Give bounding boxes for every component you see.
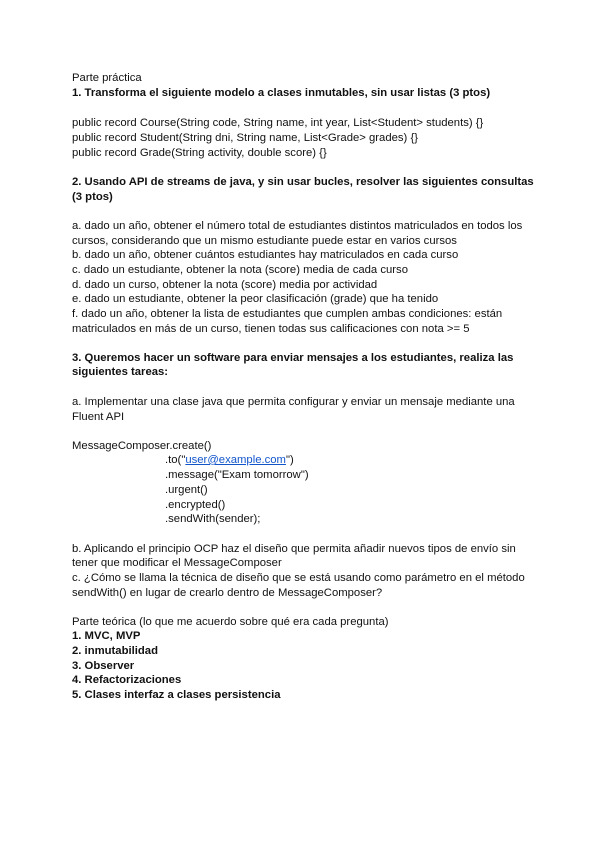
q1-title: 1. Transforma el siguiente modelo a clases inmutables, sin usar listas (3 ptos) — [72, 87, 491, 99]
q2-item: f. dado un año, obtener la lista de estudiantes que cumplen ambas condiciones: están — [72, 308, 503, 320]
code-message: .message("Exam tomorrow") — [165, 469, 309, 481]
theory-item: 4. Refactorizaciones — [72, 674, 182, 686]
q3-task-a: a. Implementar una clase java que permita configurar y enviar un mensaje mediante una — [72, 396, 515, 408]
theory-item: 3. Observer — [72, 660, 135, 672]
q3-task-b: b. Aplicando el principio OCP haz el diseño que permita añadir nuevos tipos de envío sin — [72, 543, 516, 555]
q3-task-c: sendWith() en lugar de crearlo dentro de MessageComposer? — [72, 587, 383, 599]
code-create: MessageComposer.create() — [72, 440, 212, 452]
q3-title: 3. Queremos hacer un software para enviar mensajes a los estudiantes, realiza las — [72, 352, 514, 364]
q2-item: matriculados en más de un curso, tienen todas sus calificaciones con nota >= 5 — [72, 323, 470, 335]
code-encrypted: .encrypted() — [165, 499, 226, 511]
q1-code-line: public record Grade(String activity, double score) {} — [72, 147, 327, 159]
theory-item: 5. Clases interfaz a clases persistencia — [72, 689, 281, 701]
code-to — [165, 453, 294, 467]
q1-code-line: public record Student(String dni, String name, List<Grade> grades) {} — [72, 132, 419, 144]
q2-item: c. dado un estudiante, obtener la nota (score) media de cada curso — [72, 264, 408, 276]
q2-item: cursos, considerando que un mismo estudiante puede estar en varios cursos — [72, 235, 457, 247]
code-to-prefix: .to(" — [165, 454, 186, 466]
theory-item: 2. inmutabilidad — [72, 645, 158, 657]
theory-heading: Parte teórica (lo que me acuerdo sobre qué era cada pregunta) — [72, 616, 389, 628]
q2-title: (3 ptos) — [72, 191, 113, 203]
practical-heading: Parte práctica — [72, 72, 142, 84]
q3-task-b: tener que modificar el MessageComposer — [72, 557, 282, 569]
q2-title: 2. Usando API de streams de java, y sin usar bucles, resolver las siguientes consultas — [72, 176, 534, 188]
q2-item: e. dado un estudiante, obtener la peor clasificación (grade) que ha tenido — [72, 293, 439, 305]
email-link[interactable]: user@example.com — [185, 454, 286, 466]
q2-item: a. dado un año, obtener el número total de estudiantes distintos matriculados en todos los — [72, 220, 523, 232]
theory-item: 1. MVC, MVP — [72, 630, 141, 642]
q3-task-c: c. ¿Cómo se llama la técnica de diseño que se está usando como parámetro en el método — [72, 572, 525, 584]
code-sendwith: .sendWith(sender); — [165, 513, 261, 525]
code-urgent: .urgent() — [165, 484, 208, 496]
q3-task-a: Fluent API — [72, 411, 125, 423]
q2-item: d. dado un curso, obtener la nota (score) media por actividad — [72, 279, 378, 291]
q3-title: siguientes tareas: — [72, 366, 169, 378]
q2-item: b. dado un año, obtener cuántos estudiantes hay matriculados en cada curso — [72, 249, 459, 261]
q1-code-line: public record Course(String code, String name, int year, List<Student> students) {} — [72, 117, 484, 129]
code-to-suffix: ") — [285, 454, 294, 466]
